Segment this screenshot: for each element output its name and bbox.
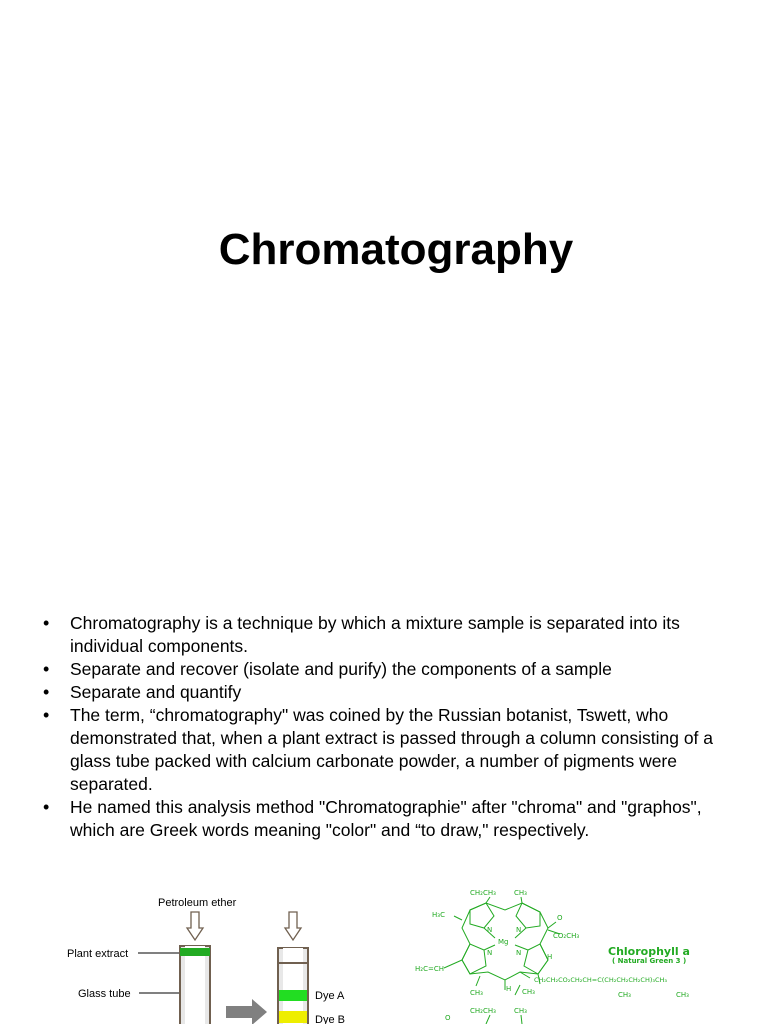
chem-label: H₃C bbox=[432, 911, 445, 919]
chem-label: CO₂CH₃ bbox=[553, 932, 580, 940]
chem-label: H bbox=[506, 985, 512, 993]
glass-tube-after bbox=[278, 948, 308, 1024]
dye-a-label: Dye A bbox=[315, 990, 345, 1002]
down-arrow-icon bbox=[285, 912, 301, 940]
chem-label: N bbox=[487, 926, 493, 934]
chem-label: CH₂CH₂CO₂CH₂CH=C(CH₂CH₂CH₂CH)₃CH₃ bbox=[534, 976, 667, 984]
chem-label: CH₃ bbox=[514, 1007, 527, 1015]
chem-label: N bbox=[487, 949, 493, 957]
chem-label: O bbox=[557, 914, 563, 922]
chem-label: Mg bbox=[498, 938, 509, 946]
page-title: Chromatography bbox=[218, 225, 574, 274]
chem-label: N bbox=[516, 926, 522, 934]
down-arrow-icon bbox=[187, 912, 203, 940]
plant-extract-label: Plant extract bbox=[67, 948, 129, 960]
chem-label: O bbox=[445, 1014, 451, 1022]
dye-b-label: Dye B bbox=[315, 1014, 345, 1024]
list-item: • Separate and recover (isolate and purify) the components of a sample bbox=[40, 658, 730, 681]
glass-tube-label: Glass tube bbox=[78, 988, 131, 1000]
list-item: • The term, “chromatography" was coined by the Russian botanist, Tswett, who demonstrated that, when a plant extract is passed through a column consisting of a glass tube packed with calcium carbonate powder, a number of pigments were separated. bbox=[40, 704, 730, 796]
chlorophyll-structure bbox=[415, 889, 690, 1024]
plant-extract-band bbox=[180, 948, 210, 956]
bullet-list bbox=[40, 612, 730, 842]
chem-label: CH₃ bbox=[676, 991, 689, 999]
chem-label: CH₃ bbox=[618, 991, 631, 999]
petroleum-ether-label: Petroleum ether bbox=[158, 897, 237, 909]
chem-label: CH₂CH₃ bbox=[470, 1007, 496, 1015]
chlorophyll-name: Chlorophyll a bbox=[608, 945, 690, 958]
chem-label: H bbox=[547, 953, 553, 961]
right-arrow-icon bbox=[226, 999, 267, 1024]
list-item: • Separate and quantify bbox=[40, 681, 730, 704]
column-diagram bbox=[67, 897, 345, 1024]
figure-area bbox=[0, 880, 768, 1024]
dye-a-band bbox=[279, 990, 307, 1001]
glass-tube-before bbox=[180, 946, 210, 1024]
chlorophyll-subtitle: ( Natural Green 3 ) bbox=[612, 957, 687, 965]
chem-label: H₂C=CH bbox=[415, 965, 444, 973]
chem-label: CH₃ bbox=[514, 889, 527, 897]
dye-b-band bbox=[279, 1011, 307, 1023]
chem-label: CH₂CH₃ bbox=[470, 889, 496, 897]
chem-label: N bbox=[516, 949, 522, 957]
chem-label: CH₃ bbox=[470, 989, 483, 997]
chem-label: CH₃ bbox=[522, 988, 535, 996]
list-item: • He named this analysis method "Chromatographie" after "chroma" and "graphos", which are Greek words meaning "color" and “to draw," respectively. bbox=[40, 796, 730, 842]
list-item: • Chromatography is a technique by which a mixture sample is separated into its individual components. bbox=[40, 612, 730, 658]
